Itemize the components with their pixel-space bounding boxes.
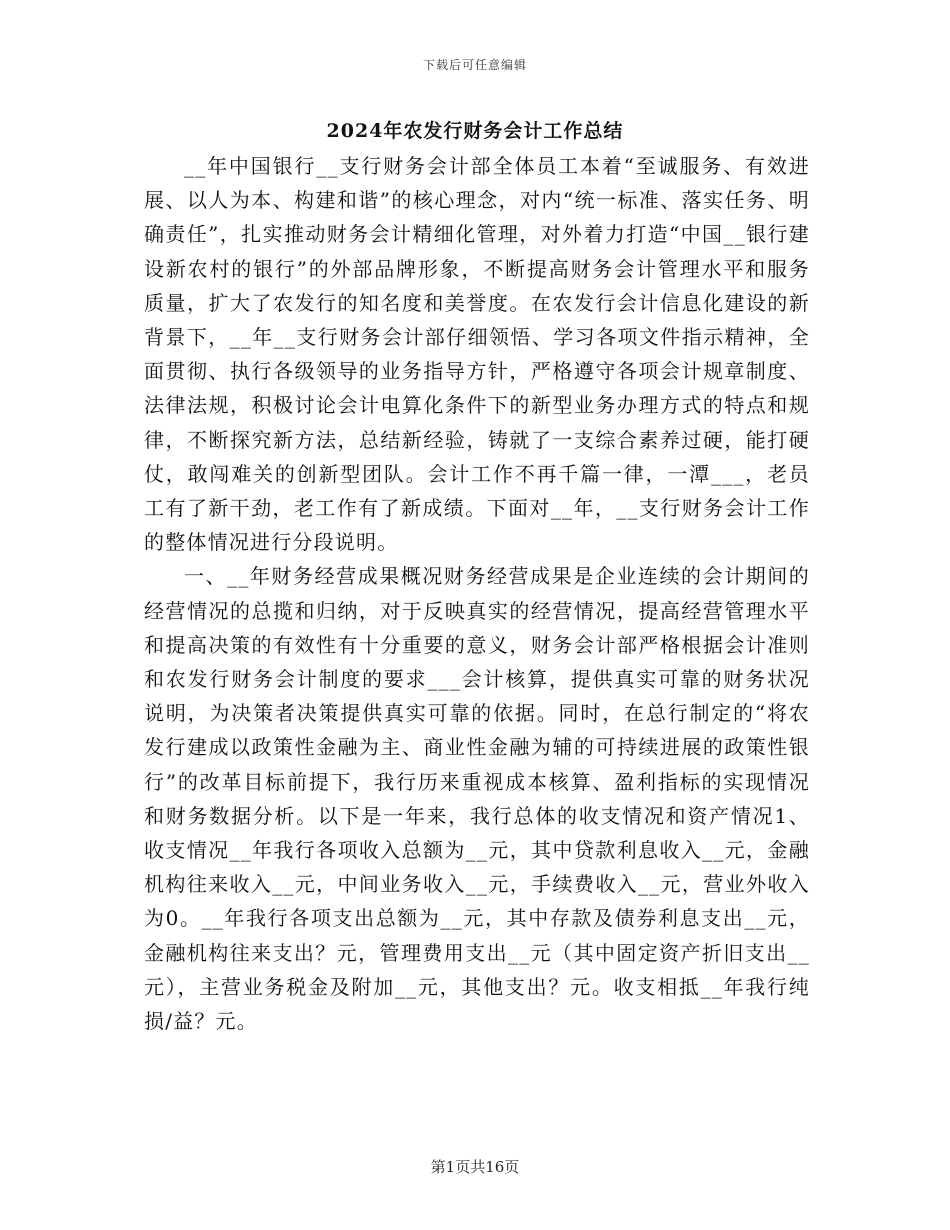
paragraph-section-1: 一、__年财务经营成果概况财务经营成果是企业连续的会计期间的经营情况的总揽和归纳，对于反映真实的经营情况，提高经营管理水平和提高决策的有效性有十分重要的意义，财务会计部严格根据会计准则和农发行财务会计制度的要求___会计核算，提供真实可靠的财务状况说明，为决策者决策提供真实可靠的依据。同时，在总行制定的“将农发行建成以政策性金融为主、商业性金融为辅的可持续进展的政策性银行”的改革目标前提下，我行历来重视成本核算、盈利指标的实现情况和财务数据分析。以下是一年来，我行总体的收支情况和资产情况1、收支情况__年我行各项收入总额为__元，其中贷款利息收入__元，金融机构往来收入__元，中间业务收入__元，手续费收入__元，营业外收入为0。__年我行各项支出总额为__元，其中存款及债券利息支出__元，金融机构往来支出？元，管理费用支出__元（其中固定资产折旧支出__元），主营业务税金及附加__元，其他支出？元。收支相抵__年我行纯损/益？元。 (144, 564, 810, 1034)
paragraph-intro: __年中国银行__支行财务会计部全体员工本着“至诚服务、有效进展、以人为本、构建和谐”的核心理念，对内“统一标准、落实任务、明确责任”，扎实推动财务会计精细化管理，对外着力打造“中国__银行建设新农村的银行”的外部品牌形象，不断提高财务会计管理水平和服务质量，扩大了农发行的知名度和美誉度。在农发行会计信息化建设的新背景下，__年__支行财务会计部仔细领悟、学习各项文件指示精神，全面贯彻、执行各级领导的业务指导方针，严格遵守各项会计规章制度、法律法规，积极讨论会计电算化条件下的新型业务办理方式的特点和规律，不断探究新方法，总结新经验，铸就了一支综合素养过硬，能打硬仗，敢闯难关的创新型团队。会计工作不再千篇一律，一潭___，老员工有了新干劲，老工作有了新成绩。下面对__年，__支行财务会计工作的整体情况进行分段说明。 (144, 154, 810, 555)
document-body (144, 149, 810, 1038)
page-header-note: 下载后可任意编辑 (422, 58, 527, 72)
document-title: 2024年农发行财务会计工作总结 (326, 120, 624, 142)
page-number: 第1页共16页 (430, 1158, 520, 1176)
